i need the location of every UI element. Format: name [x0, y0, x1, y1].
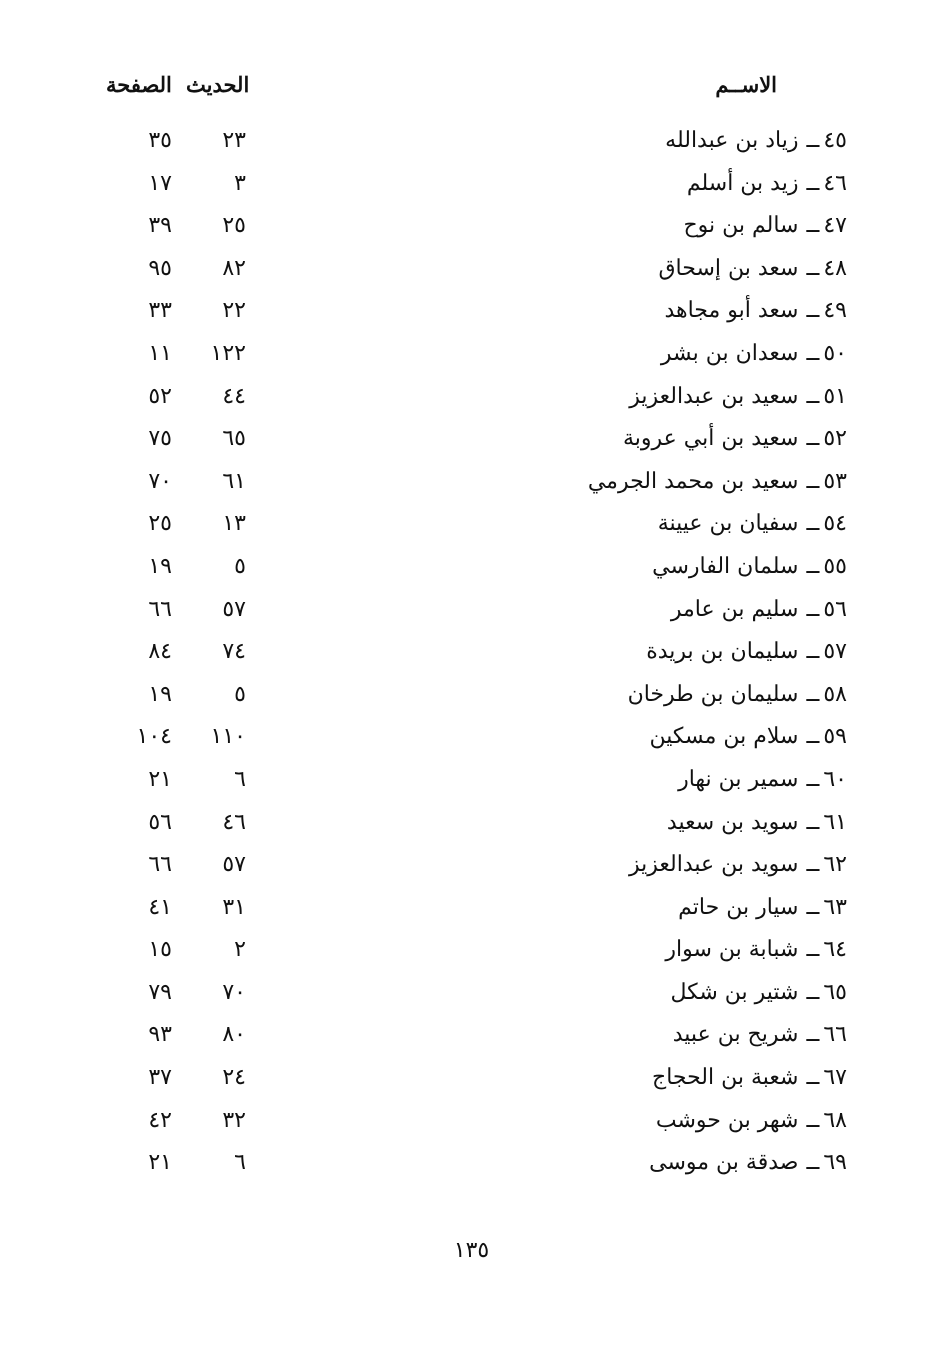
page-reference: ٣٣	[148, 298, 172, 324]
narrator-name: سليمان بن بريدة	[646, 639, 799, 665]
index-row	[0, 171, 943, 214]
page-column-header: الصفحة	[106, 72, 172, 97]
entry-number: ٥٦	[823, 596, 847, 622]
index-row	[0, 426, 943, 469]
entry-label	[664, 298, 847, 323]
hadith-number: ٣١	[222, 894, 246, 920]
entry-dash: ــ	[806, 979, 820, 1005]
entry-dash: ــ	[806, 724, 820, 750]
index-row	[0, 1150, 943, 1193]
entry-number: ٦١	[823, 809, 847, 835]
narrator-name: سلمان الفارسي	[652, 553, 799, 579]
entry-dash: ــ	[806, 639, 820, 665]
hadith-number: ٦١	[222, 468, 246, 494]
entry-dash: ــ	[806, 852, 820, 878]
entry-label	[658, 511, 847, 536]
hadith-number: ١٣	[222, 511, 246, 537]
entry-label	[629, 384, 847, 409]
narrator-name: سلام بن مسكين	[649, 724, 799, 750]
entry-dash: ــ	[806, 766, 820, 792]
narrator-name: سويد بن عبدالعزيز	[629, 852, 799, 878]
entry-dash: ــ	[806, 809, 820, 835]
narrator-name: سليمان بن طرخان	[627, 681, 799, 707]
entry-label	[667, 810, 847, 835]
page-reference: ٨٤	[148, 639, 172, 665]
entry-label	[673, 1022, 847, 1047]
index-row	[0, 724, 943, 767]
entry-number: ٦٠	[823, 766, 847, 792]
entry-dash: ــ	[806, 170, 820, 196]
narrator-name: شريح بن عبيد	[672, 1022, 799, 1048]
entry-label	[656, 1108, 847, 1133]
narrator-name: سيار بن حاتم	[678, 894, 799, 920]
entry-number: ٥٥	[823, 553, 847, 579]
entry-number: ٥٧	[823, 639, 847, 665]
page-reference: ٥٦	[148, 809, 172, 835]
index-row	[0, 895, 943, 938]
narrator-name: شبابة بن سوار	[665, 937, 799, 963]
narrator-name: صدقة بن موسى	[649, 1150, 799, 1176]
index-row	[0, 980, 943, 1023]
page-reference: ٥٢	[148, 383, 172, 409]
entry-label	[661, 341, 847, 366]
entry-dash: ــ	[806, 383, 820, 409]
hadith-number: ٦٥	[222, 426, 246, 452]
entry-label	[629, 852, 847, 877]
narrator-name: زيد بن أسلم	[686, 170, 799, 196]
entry-dash: ــ	[806, 213, 820, 239]
entry-number: ٦٨	[823, 1107, 847, 1133]
entry-label	[671, 597, 847, 622]
entry-dash: ــ	[806, 511, 820, 537]
entry-label	[678, 895, 847, 920]
hadith-number: ٢٥	[222, 213, 246, 239]
entry-label	[628, 682, 847, 707]
index-row	[0, 469, 943, 512]
index-row	[0, 937, 943, 980]
hadith-number: ٦	[234, 1150, 246, 1176]
entry-number: ٦٥	[823, 979, 847, 1005]
hadith-number: ٥	[234, 681, 246, 707]
page-reference: ٧٥	[148, 426, 172, 452]
hadith-number: ٤٦	[222, 809, 246, 835]
index-row	[0, 639, 943, 682]
page-reference: ٢١	[148, 1150, 172, 1176]
narrator-name: سفيان بن عيينة	[657, 511, 799, 537]
index-row	[0, 213, 943, 256]
narrator-name: سعد بن إسحاق	[658, 255, 799, 281]
entry-label	[683, 213, 847, 238]
entry-dash: ــ	[806, 468, 820, 494]
entry-number: ٦٩	[823, 1150, 847, 1176]
page-reference: ٣٧	[148, 1065, 172, 1091]
index-row	[0, 1022, 943, 1065]
narrator-name: سعيد بن أبي عروبة	[623, 426, 799, 452]
page-reference: ٣٩	[148, 213, 172, 239]
index-row	[0, 852, 943, 895]
entry-dash: ــ	[806, 681, 820, 707]
page-reference: ١٠٤	[136, 724, 172, 750]
entry-dash: ــ	[806, 1150, 820, 1176]
column-headers	[0, 72, 943, 108]
page-reference: ٩٥	[148, 255, 172, 281]
index-row	[0, 597, 943, 640]
page-number: ١٣٥	[453, 1238, 490, 1263]
entry-label	[652, 1065, 847, 1090]
hadith-number: ٤٤	[222, 383, 246, 409]
hadith-number: ٥٧	[222, 852, 246, 878]
index-row	[0, 128, 943, 171]
index-row	[0, 767, 943, 810]
hadith-number: ٢	[234, 937, 246, 963]
page-reference: ٩٣	[148, 1022, 172, 1048]
entry-label	[687, 171, 847, 196]
index-row	[0, 810, 943, 853]
page-reference: ٢٥	[148, 511, 172, 537]
entry-number: ٥١	[823, 383, 847, 409]
hadith-number: ٣٢	[222, 1107, 246, 1133]
entry-label	[649, 1150, 847, 1175]
index-list	[0, 128, 943, 1193]
narrator-name: سالم بن نوح	[683, 213, 799, 239]
entry-number: ٥٣	[823, 468, 847, 494]
entry-number: ٦٤	[823, 937, 847, 963]
entry-number: ٦٦	[823, 1022, 847, 1048]
entry-number: ٥٠	[823, 340, 847, 366]
name-column-header: الاســم	[715, 72, 777, 97]
entry-dash: ــ	[806, 340, 820, 366]
entry-label	[649, 724, 847, 749]
narrator-name: سعدان بن بشر	[660, 340, 799, 366]
entry-number: ٥٤	[823, 511, 847, 537]
index-row	[0, 341, 943, 384]
entry-label	[665, 937, 847, 962]
page-reference: ٢١	[148, 766, 172, 792]
narrator-name: سويد بن سعيد	[666, 809, 799, 835]
page-reference: ٧٠	[148, 468, 172, 494]
entry-number: ٤٧	[823, 213, 847, 239]
page-reference: ٤٢	[148, 1107, 172, 1133]
entry-number: ٤٨	[823, 255, 847, 281]
entry-label	[623, 426, 847, 451]
entry-label	[678, 767, 847, 792]
page-reference: ٦٦	[148, 852, 172, 878]
index-row	[0, 1065, 943, 1108]
entry-dash: ــ	[806, 1065, 820, 1091]
entry-label	[665, 128, 847, 153]
narrator-name: زياد بن عبدالله	[665, 128, 799, 153]
entry-dash: ــ	[806, 596, 820, 622]
hadith-column-header: الحديث	[186, 72, 250, 97]
entry-dash: ــ	[806, 1107, 820, 1133]
entry-dash: ــ	[806, 1022, 820, 1048]
entry-dash: ــ	[806, 894, 820, 920]
hadith-number: ٦	[234, 766, 246, 792]
index-row	[0, 682, 943, 725]
narrator-name: سمير بن نهار	[678, 766, 799, 792]
page-reference: ٣٥	[148, 128, 172, 153]
hadith-number: ٢٢	[222, 298, 246, 324]
index-row	[0, 1108, 943, 1151]
page-reference: ١١	[148, 340, 172, 366]
entry-label	[646, 639, 847, 664]
page-reference: ٦٦	[148, 596, 172, 622]
narrator-name: شتير بن شكل	[670, 979, 799, 1005]
hadith-number: ١٢٢	[210, 340, 246, 366]
page-reference: ٧٩	[148, 979, 172, 1005]
narrator-name: شهر بن حوشب	[655, 1107, 799, 1133]
index-row	[0, 298, 943, 341]
narrator-name: شعبة بن الحجاج	[652, 1065, 799, 1091]
hadith-number: ٥٧	[222, 596, 246, 622]
entry-dash: ــ	[806, 298, 820, 324]
entry-number: ٥٢	[823, 426, 847, 452]
entry-dash: ــ	[806, 426, 820, 452]
entry-label	[671, 980, 847, 1005]
entry-number: ٤٦	[823, 170, 847, 196]
entry-label	[652, 554, 847, 579]
hadith-number: ٢٤	[222, 1065, 246, 1091]
entry-dash: ــ	[806, 128, 820, 153]
entry-label	[588, 469, 847, 494]
hadith-number: ٥	[234, 553, 246, 579]
entry-label	[658, 256, 847, 281]
narrator-name: سعيد بن عبدالعزيز	[629, 383, 799, 409]
entry-number: ٥٩	[823, 724, 847, 750]
hadith-number: ٣	[234, 170, 246, 196]
entry-number: ٦٣	[823, 894, 847, 920]
entry-dash: ــ	[806, 937, 820, 963]
hadith-number: ١١٠	[210, 724, 246, 750]
narrator-name: سليم بن عامر	[670, 596, 799, 622]
narrator-name: سعيد بن محمد الجرمي	[587, 468, 799, 494]
entry-number: ٦٢	[823, 852, 847, 878]
page-reference: ١٧	[148, 170, 172, 196]
hadith-number: ٧٠	[222, 979, 246, 1005]
index-row	[0, 554, 943, 597]
hadith-number: ٨٢	[222, 255, 246, 281]
entry-number: ٦٧	[823, 1065, 847, 1091]
entry-number: ٤٩	[823, 298, 847, 324]
entry-number: ٤٥	[823, 128, 847, 153]
entry-number: ٥٨	[823, 681, 847, 707]
narrator-name: سعد أبو مجاهد	[664, 298, 799, 324]
hadith-number: ٨٠	[222, 1022, 246, 1048]
index-row	[0, 384, 943, 427]
entry-dash: ــ	[806, 553, 820, 579]
page-reference: ١٩	[148, 681, 172, 707]
page-reference: ١٩	[148, 553, 172, 579]
index-row	[0, 511, 943, 554]
page-reference: ٤١	[148, 894, 172, 920]
entry-dash: ــ	[806, 255, 820, 281]
hadith-number: ٢٣	[222, 128, 246, 153]
page-reference: ١٥	[148, 937, 172, 963]
hadith-number: ٧٤	[222, 639, 246, 665]
index-row	[0, 256, 943, 299]
